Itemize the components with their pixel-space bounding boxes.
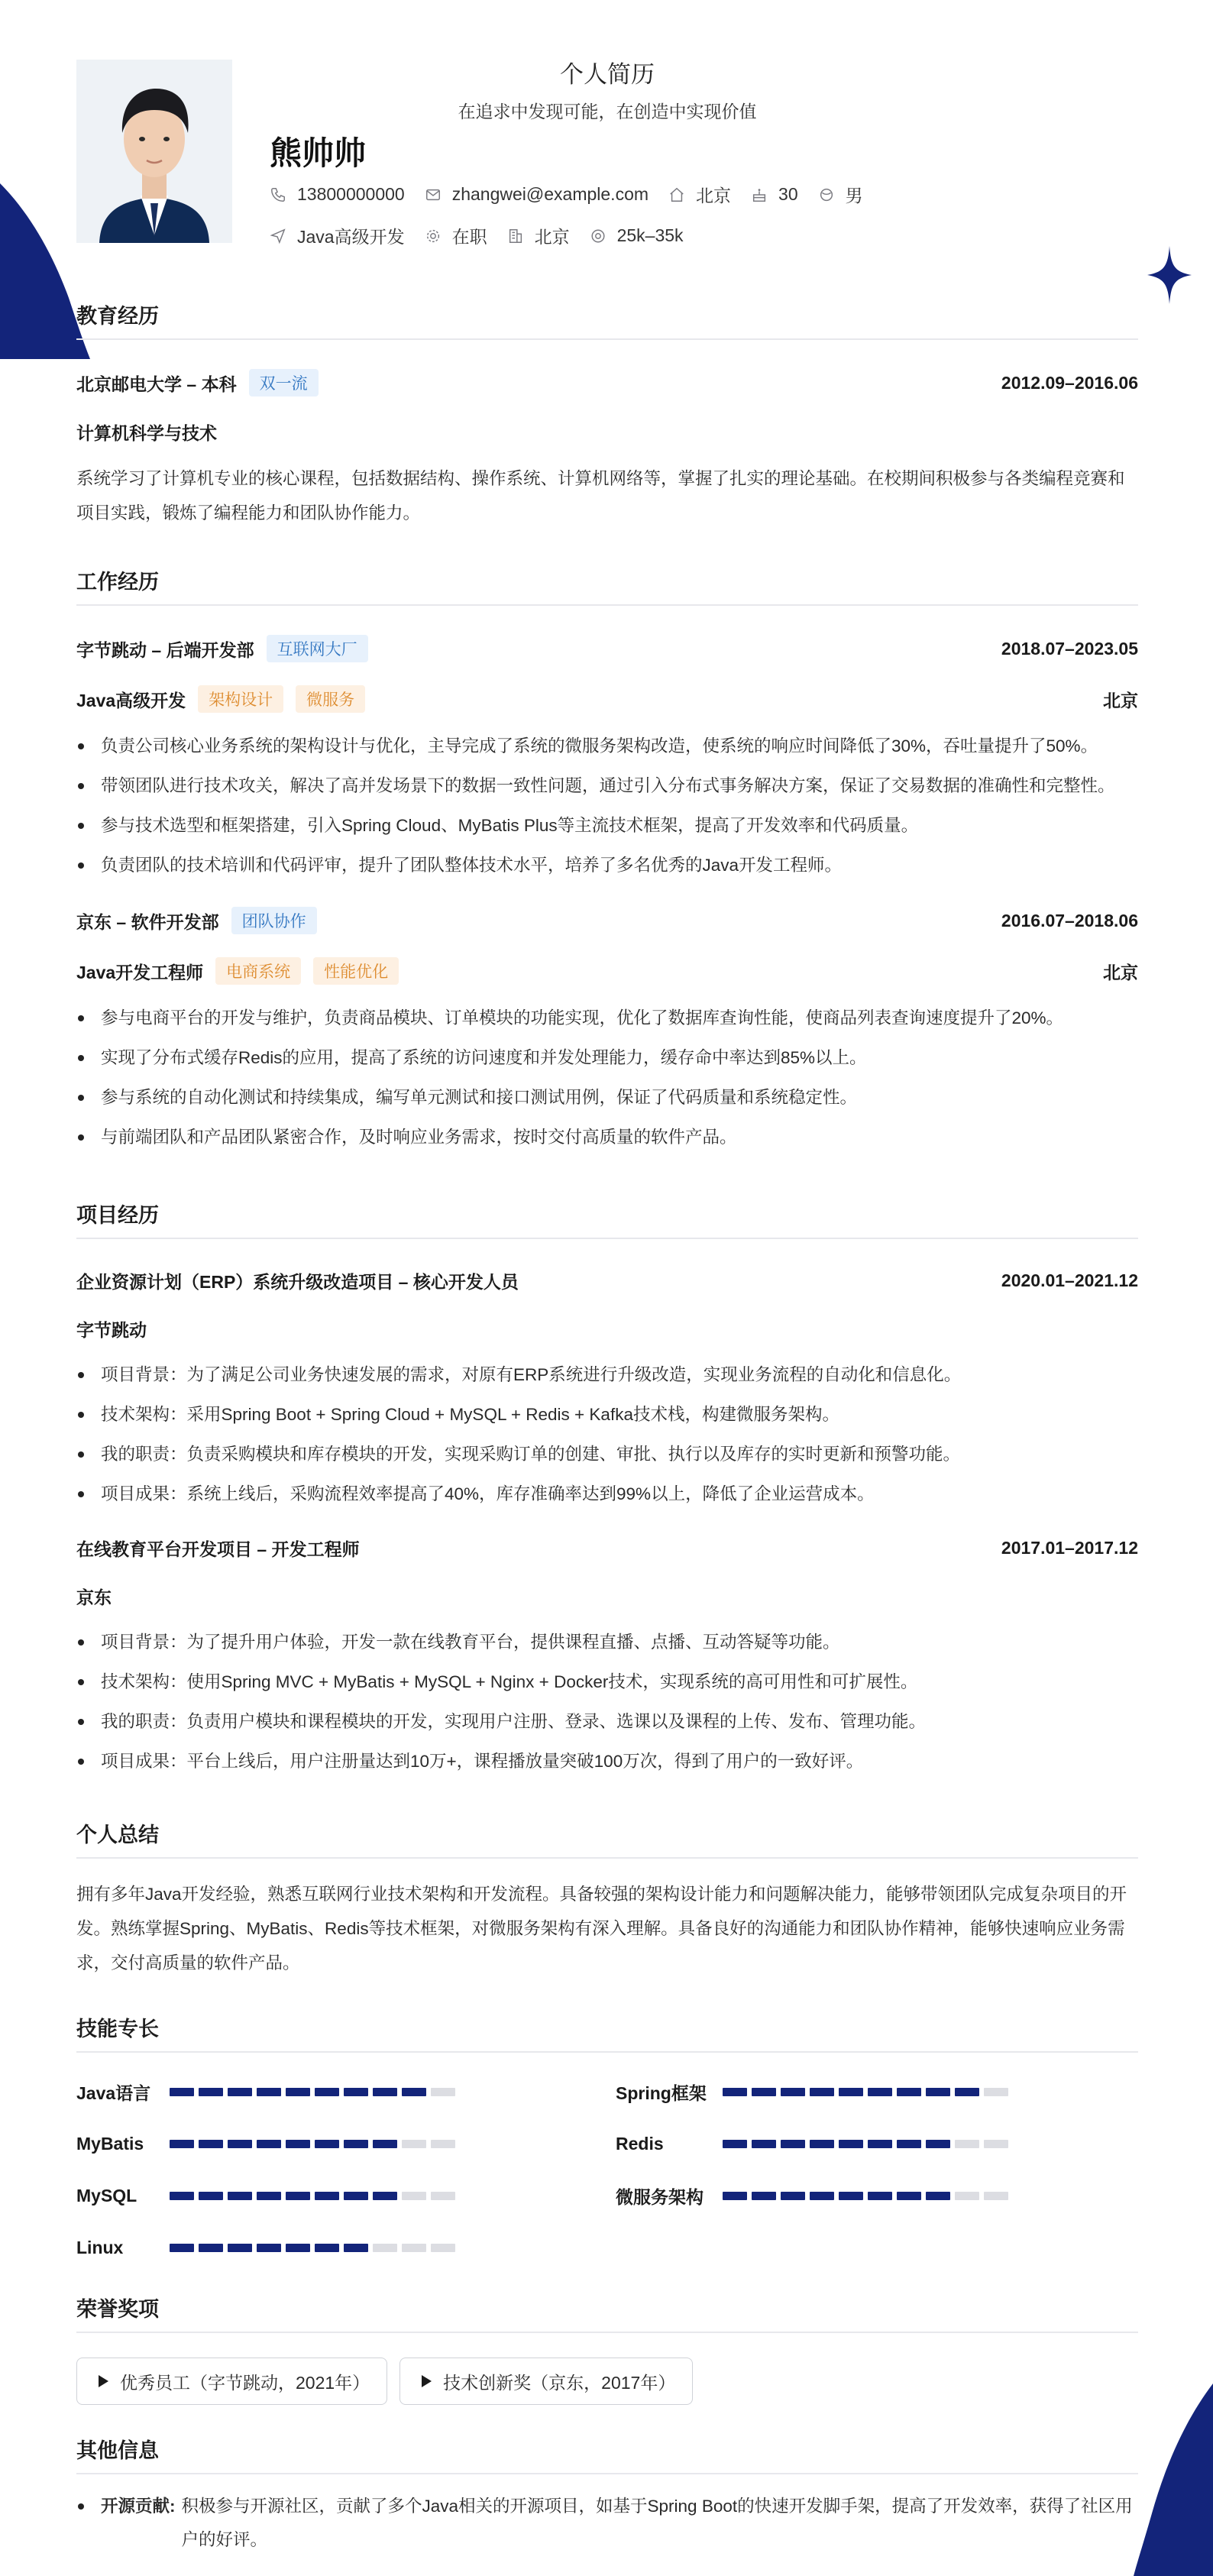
skill-name: MyBatis [76, 2133, 144, 2154]
skill-level-bar [170, 2192, 460, 2200]
role-name: Java开发工程师 [76, 962, 204, 982]
skill-name: MySQL [76, 2185, 137, 2205]
status-text: 在职 [451, 227, 487, 247]
skill-segment-empty [955, 2192, 979, 2200]
skill-segment-filled [926, 2140, 950, 2148]
skill-segment-filled [955, 2088, 979, 2096]
skill-level-bar [170, 2140, 460, 2148]
resume-page [76, 0, 1138, 2557]
awards-list [76, 2358, 1138, 2405]
skill-segment-empty [984, 2088, 1008, 2096]
skill-item [76, 2238, 616, 2257]
list-item: 项目成果：平台上线后，用户注册量达到10万+，课程播放量突破100万次，得到了用户的一致好评。 [76, 1745, 1138, 1778]
coin-icon [590, 228, 606, 244]
skill-segment-filled [170, 2088, 194, 2096]
section-heading: 技能专长 [76, 2012, 1138, 2053]
position-text: Java高级开发 [297, 227, 405, 247]
skill-segment-filled [810, 2140, 834, 2148]
skill-segment-filled [344, 2192, 368, 2200]
play-triangle-icon [420, 2374, 432, 2388]
skill-name: Spring框架 [616, 2082, 707, 2103]
bullet-dot [76, 2490, 101, 2557]
major-row [76, 419, 1138, 445]
skill-segment-empty [984, 2140, 1008, 2148]
section-heading: 工作经历 [76, 565, 1138, 606]
project-title: 企业资源计划（ERP）系统升级改造项目 – 核心开发人员 [76, 1272, 519, 1292]
project-org: 京东 [76, 1587, 112, 1607]
section-heading: 项目经历 [76, 1199, 1138, 1239]
list-item: 与前端团队和产品团队紧密合作，及时响应业务需求，按时交付高质量的软件产品。 [76, 1121, 1138, 1154]
age-item [751, 184, 798, 205]
skill-name: Redis [616, 2133, 664, 2154]
award-text: 技术创新奖（京东，2017年） [443, 2372, 676, 2393]
work-date: 2016.07–2018.06 [1001, 910, 1138, 930]
list-item: 项目背景：为了满足公司业务快速发展的需求，对原有ERP系统进行升级改造，实现业务流程的自动化和信息化。 [76, 1358, 1138, 1392]
project-bullets [76, 1358, 1138, 1511]
list-item: 项目背景：为了提升用户体验，开发一款在线教育平台，提供课程直播、点播、互动答疑等功能。 [76, 1626, 1138, 1659]
list-item: 参与电商平台的开发与维护，负责商品模块、订单模块的功能实现，优化了数据库查询性能，使商品列表查询速度提升了20%。 [76, 1002, 1138, 1035]
skill-segment-filled [402, 2088, 426, 2096]
skill-name: Java语言 [76, 2082, 151, 2103]
skill-segment-filled [315, 2192, 339, 2200]
skill-segment-empty [955, 2140, 979, 2148]
company-name: 京东 – 软件开发部 [76, 911, 219, 932]
school-tag: 双一流 [249, 369, 319, 396]
skill-item [76, 2082, 616, 2102]
list-item: 我的职责：负责用户模块和课程模块的开发，实现用户注册、登录、选课以及课程的上传、发布、管理功能。 [76, 1705, 1138, 1739]
job-intent-row [270, 223, 704, 248]
role-tag: 电商系统 [215, 957, 301, 985]
work-entry-header [76, 907, 1138, 934]
skill-segment-filled [926, 2088, 950, 2096]
project-bullets [76, 1626, 1138, 1778]
skill-segment-filled [868, 2140, 892, 2148]
work-bullets [76, 1002, 1138, 1154]
skill-segment-filled [752, 2192, 776, 2200]
age-text: 30 [778, 184, 798, 204]
skill-segment-filled [373, 2192, 397, 2200]
skill-segment-filled [170, 2140, 194, 2148]
skill-segment-empty [402, 2244, 426, 2252]
salary-text: 25k–35k [616, 225, 684, 245]
project-date: 2020.01–2021.12 [1001, 1270, 1138, 1290]
skill-segment-filled [199, 2088, 223, 2096]
summary-section [76, 1818, 1138, 1980]
gender-item [818, 182, 863, 207]
gear-icon [425, 228, 442, 244]
work-bullets [76, 730, 1138, 882]
gender-text: 男 [845, 186, 863, 205]
skill-segment-empty [431, 2088, 455, 2096]
skill-segment-filled [344, 2140, 368, 2148]
education-description: 系统学习了计算机专业的核心课程，包括数据结构、操作系统、计算机网络等，掌握了扎实的理论基础。在校期间积极参与各类编程竞赛和项目实践，锻炼了编程能力和团队协作能力。 [76, 469, 1125, 523]
skill-segment-filled [723, 2140, 747, 2148]
city-text: 北京 [534, 227, 570, 247]
skill-segment-empty [373, 2244, 397, 2252]
role-tag: 架构设计 [198, 685, 283, 713]
company-name: 字节跳动 – 后端开发部 [76, 639, 254, 660]
education-date: 2012.09–2016.06 [1001, 372, 1138, 393]
skill-segment-filled [170, 2244, 194, 2252]
skill-segment-filled [286, 2244, 310, 2252]
skill-item [76, 2186, 616, 2205]
project-org-row [76, 1584, 1138, 1609]
section-heading: 其他信息 [76, 2434, 1138, 2474]
resume-subtitle: 在追求中发现可能，在创造中实现价值 [458, 102, 757, 121]
company-tag: 团队协作 [231, 907, 317, 934]
skill-level-bar [723, 2088, 1013, 2096]
building-icon [507, 228, 524, 244]
work-city: 北京 [1103, 962, 1138, 982]
skill-segment-empty [431, 2140, 455, 2148]
section-heading: 教育经历 [76, 299, 1138, 340]
skill-segment-filled [839, 2140, 863, 2148]
award-text: 优秀员工（字节跳动，2021年） [120, 2372, 370, 2393]
gender-icon [818, 186, 835, 203]
skill-segment-filled [199, 2140, 223, 2148]
skill-segment-filled [373, 2140, 397, 2148]
skill-segment-filled [752, 2140, 776, 2148]
skill-segment-filled [781, 2192, 805, 2200]
skill-segment-filled [228, 2192, 252, 2200]
skill-segment-filled [257, 2192, 281, 2200]
projects-section [76, 1199, 1138, 1778]
skill-segment-filled [373, 2088, 397, 2096]
resume-title: 个人简历 [560, 61, 655, 88]
salary-item [590, 225, 684, 246]
award-item[interactable] [76, 2358, 387, 2405]
skill-segment-filled [228, 2088, 252, 2096]
skills-grid [76, 2082, 1138, 2257]
list-item: 技术架构：使用Spring MVC + MyBatis + MySQL + Nginx + Docker技术，实现系统的高可用性和可扩展性。 [76, 1665, 1138, 1699]
skill-segment-filled [286, 2088, 310, 2096]
awards-section [76, 2293, 1138, 2405]
home-icon [668, 186, 685, 203]
skill-segment-filled [257, 2088, 281, 2096]
skill-segment-filled [926, 2192, 950, 2200]
send-icon [270, 228, 286, 244]
skill-segment-filled [286, 2140, 310, 2148]
list-item: 项目成果：系统上线后，采购流程效率提高了40%，库存准确率达到99%以上，降低了企业运营成本。 [76, 1477, 1138, 1511]
skill-item [616, 2134, 1138, 2154]
skill-segment-filled [257, 2140, 281, 2148]
skill-segment-empty [402, 2192, 426, 2200]
skill-segment-filled [781, 2088, 805, 2096]
email-text: zhangwei@example.com [451, 184, 649, 204]
list-item: 带领团队进行技术攻关，解决了高并发场景下的数据一致性问题，通过引入分布式事务解决方案，保证了交易数据的准确性和完整性。 [76, 769, 1138, 803]
education-entry-header [76, 369, 1138, 396]
skill-level-bar [170, 2088, 460, 2096]
project-entry-header [76, 1536, 1138, 1561]
skill-level-bar [723, 2192, 1013, 2200]
work-entry-header [76, 635, 1138, 662]
skill-segment-filled [170, 2192, 194, 2200]
skill-segment-filled [897, 2088, 921, 2096]
skill-segment-filled [344, 2088, 368, 2096]
skill-segment-filled [257, 2244, 281, 2252]
section-heading: 荣誉奖项 [76, 2293, 1138, 2333]
project-org: 字节跳动 [76, 1320, 147, 1340]
skill-segment-filled [897, 2140, 921, 2148]
skill-item [76, 2134, 616, 2154]
skill-item [616, 2082, 1138, 2102]
skill-segment-filled [286, 2192, 310, 2200]
company-tag: 互联网大厂 [267, 635, 368, 662]
skill-segment-filled [228, 2244, 252, 2252]
section-heading: 个人总结 [76, 1818, 1138, 1859]
project-org-row [76, 1316, 1138, 1341]
other-text: 积极参与开源社区，贡献了多个Java相关的开源项目，如基于Spring Boot的快速开发脚手架，提高了开发效率，获得了社区用户的好评。 [181, 2497, 1133, 2549]
list-item: 负责公司核心业务系统的架构设计与优化，主导完成了系统的微服务架构改造，使系统的响应时间降低了30%，吞吐量提升了50%。 [76, 730, 1138, 763]
work-section [76, 565, 1138, 1154]
work-city: 北京 [1103, 690, 1138, 710]
skill-segment-filled [344, 2244, 368, 2252]
skill-segment-empty [431, 2192, 455, 2200]
role-tag: 微服务 [296, 685, 365, 713]
list-item: 技术架构：采用Spring Boot + Spring Cloud + MySQL + Redis + Kafka技术栈，构建微服务架构。 [76, 1398, 1138, 1432]
skill-level-bar [723, 2140, 1013, 2148]
major-name: 计算机科学与技术 [76, 423, 217, 443]
skill-level-bar [170, 2244, 460, 2252]
project-date: 2017.01–2017.12 [1001, 1538, 1138, 1558]
skill-name: Linux [76, 2237, 124, 2257]
email-icon [425, 186, 442, 203]
other-section [76, 2434, 1138, 2557]
resume-header [76, 0, 1138, 252]
award-item[interactable] [399, 2358, 693, 2405]
list-item: 我的职责：负责采购模块和库存模块的开发，实现采购订单的创建、审批、执行以及库存的实时更新和预警功能。 [76, 1438, 1138, 1471]
phone-text: 13800000000 [297, 184, 405, 204]
city-item [507, 223, 570, 248]
contact-row [270, 182, 883, 207]
role-row [76, 957, 1138, 985]
candidate-name: 熊帅帅 [270, 135, 367, 171]
skill-segment-empty [431, 2244, 455, 2252]
project-title: 在线教育平台开发项目 – 开发工程师 [76, 1539, 360, 1559]
position-item [270, 223, 405, 248]
list-item: 实现了分布式缓存Redis的应用，提高了系统的访问速度和并发处理能力，缓存命中率达到85%以上。 [76, 1041, 1138, 1075]
list-item: 参与技术选型和框架搭建，引入Spring Cloud、MyBatis Plus等主流技术框架，提高了开发效率和代码质量。 [76, 809, 1138, 843]
role-row [76, 685, 1138, 713]
location-item [668, 182, 731, 207]
skill-segment-filled [839, 2192, 863, 2200]
skill-segment-filled [868, 2088, 892, 2096]
summary-text: 拥有多年Java开发经验，熟悉互联网行业技术架构和开发流程。具备较强的架构设计能力和问题解决能力，能够带领团队完成复杂项目的开发。熟练掌握Spring、MyBatis、Redis等技术框架，对微服务架构有深入理解。具备良好的沟通能力和团队协作精神，能够快速响应业务需求，交付高质量的软件产品。 [76, 1885, 1127, 1972]
skill-segment-empty [402, 2140, 426, 2148]
list-item: 负责团队的技术培训和代码评审，提升了团队整体技术水平，培养了多名优秀的Java开发工程师。 [76, 849, 1138, 882]
skill-segment-filled [752, 2088, 776, 2096]
role-name: Java高级开发 [76, 690, 186, 710]
skill-segment-filled [199, 2244, 223, 2252]
play-triangle-icon [97, 2374, 109, 2388]
skill-item [616, 2186, 1138, 2205]
education-section [76, 299, 1138, 530]
phone-item [270, 184, 405, 205]
skill-segment-filled [868, 2192, 892, 2200]
skill-segment-filled [839, 2088, 863, 2096]
status-item [425, 223, 487, 248]
other-label: 开源贡献: [101, 2497, 176, 2516]
location-text: 北京 [696, 186, 732, 205]
skill-segment-filled [723, 2088, 747, 2096]
phone-icon [270, 186, 286, 203]
list-item: 参与系统的自动化测试和持续集成，编写单元测试和接口测试用例，保证了代码质量和系统稳定性。 [76, 1081, 1138, 1115]
work-date: 2018.07–2023.05 [1001, 638, 1138, 659]
skill-segment-filled [199, 2192, 223, 2200]
skill-segment-filled [315, 2088, 339, 2096]
school-name: 北京邮电大学 – 本科 [76, 374, 237, 394]
skill-segment-filled [897, 2192, 921, 2200]
skill-segment-empty [984, 2192, 1008, 2200]
role-tag: 性能优化 [313, 957, 399, 985]
skill-name: 微服务架构 [616, 2186, 704, 2207]
skills-section [76, 2012, 1138, 2257]
skill-segment-filled [810, 2088, 834, 2096]
skill-segment-filled [810, 2192, 834, 2200]
skill-segment-filled [315, 2140, 339, 2148]
skill-segment-filled [315, 2244, 339, 2252]
other-item [76, 2490, 1138, 2557]
sparkle-star-icon [1147, 246, 1192, 304]
email-item [425, 184, 649, 205]
skill-segment-filled [228, 2140, 252, 2148]
cake-icon [751, 186, 768, 203]
project-entry-header [76, 1268, 1138, 1293]
skill-segment-filled [781, 2140, 805, 2148]
skill-segment-filled [723, 2192, 747, 2200]
